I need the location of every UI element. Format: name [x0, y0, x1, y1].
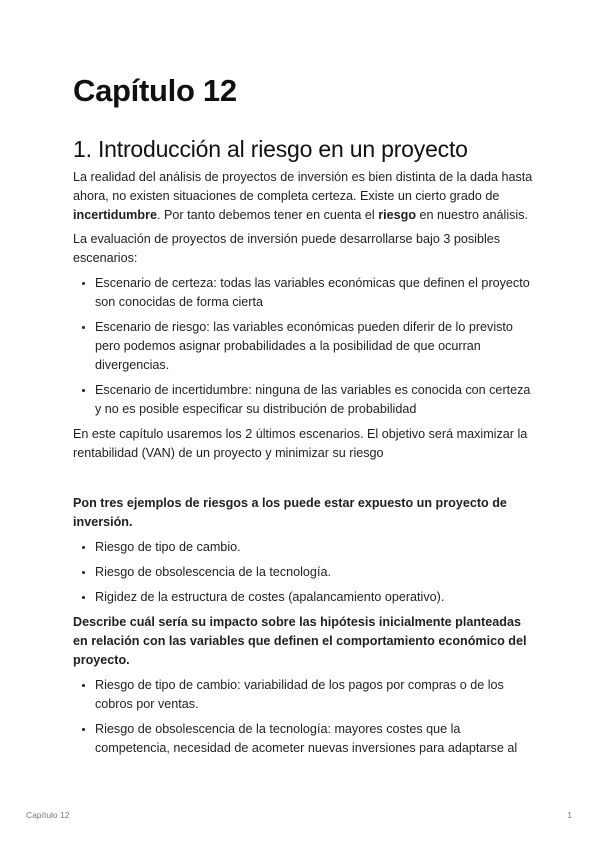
- list-item: • Riesgo de obsolescencia de la tecnología.: [95, 563, 535, 582]
- scenarios-intro-paragraph: La evaluación de proyectos de inversión puede desarrollarse bajo 3 posibles escenarios:: [73, 232, 501, 265]
- intro-text-part: . Por tanto debemos tener en cuenta el: [156, 208, 379, 222]
- footer-page-number: 1: [567, 810, 572, 820]
- question-2-answers: [73, 676, 535, 758]
- list-item: • Riesgo de tipo de cambio: variabilidad de los pagos por compras o de los cobros por ventas.: [95, 676, 535, 714]
- list-item: • Riesgo de obsolescencia de la tecnología: mayores costes que la competencia, necesidad de acometer nuevas inversiones para adaptarse al: [95, 720, 535, 758]
- section-heading: 1. Introducción al riesgo en un proyecto: [73, 136, 468, 162]
- intro-text-part: La realidad del análisis de proyectos de inversión es bien distinta de la dada hasta ahora, no existen situaciones de completa certeza. Existe un cierto grado de: [73, 170, 533, 203]
- footer-chapter-label: Capítulo 12: [26, 810, 70, 820]
- question-1-answers: [73, 538, 535, 607]
- document-page: [73, 70, 535, 764]
- intro-paragraph: [73, 168, 535, 225]
- term-riesgo: riesgo: [378, 208, 417, 222]
- chapter-title: Capítulo 12: [73, 73, 237, 108]
- intro-text-part: en nuestro análisis.: [416, 208, 529, 222]
- chapter-objective-paragraph: En este capítulo usaremos los 2 últimos escenarios. El objetivo será maximizar la rentabilidad (VAN) de un proyecto y minimizar su riesgo: [73, 427, 528, 460]
- scenarios-list: [73, 274, 535, 419]
- list-item: • Escenario de riesgo: las variables económicas pueden diferir de lo previsto pero podemos asignar probabilidades a la posibilidad de que ocurran divergencias.: [95, 318, 535, 375]
- list-item: • Escenario de incertidumbre: ninguna de las variables es conocida con certeza y no es posible especificar su distribución de probabilidad: [95, 381, 535, 419]
- list-item: • Rigidez de la estructura de costes (apalancamiento operativo).: [95, 588, 535, 607]
- term-incertidumbre: incertidumbre: [73, 208, 157, 222]
- question-1: Pon tres ejemplos de riesgos a los puede estar expuesto un proyecto de inversión.: [73, 496, 507, 529]
- list-item: • Escenario de certeza: todas las variables económicas que definen el proyecto son conocidas de forma cierta: [95, 274, 535, 312]
- question-2: Describe cuál sería su impacto sobre las hipótesis inicialmente planteadas en relación con las variables que definen el comportamiento económico del proyecto.: [73, 615, 527, 667]
- list-item: • Riesgo de tipo de cambio.: [95, 538, 535, 557]
